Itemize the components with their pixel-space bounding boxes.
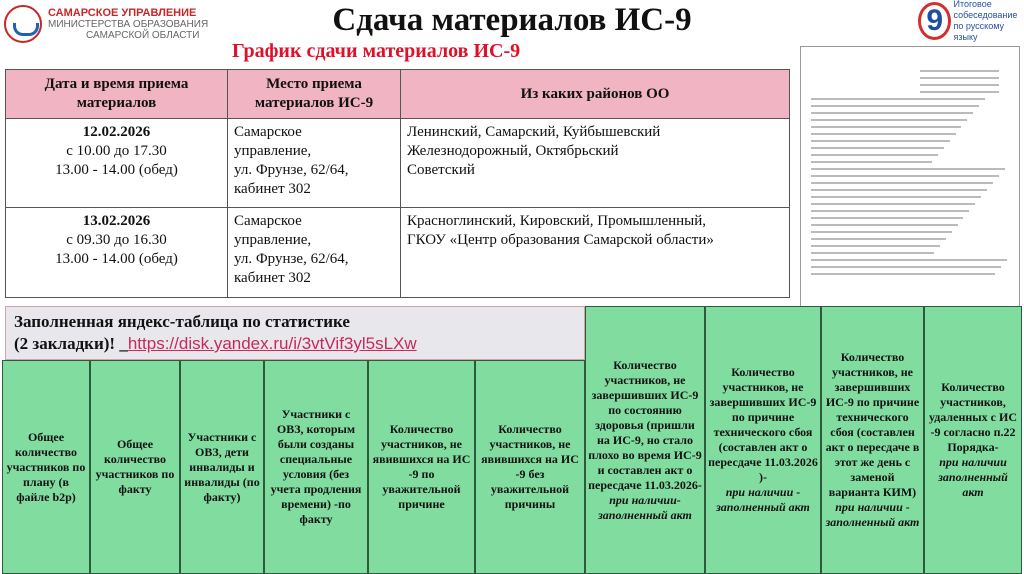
document-text-line bbox=[811, 231, 952, 233]
column-note: при наличии - заполненный акт bbox=[716, 485, 810, 514]
document-thumbnail bbox=[800, 46, 1020, 308]
stats-column-header bbox=[180, 360, 264, 574]
stats-column-header bbox=[821, 306, 924, 574]
column-label: Количество участников, не явившихся на ИС -9 по уважительной причине bbox=[372, 422, 471, 511]
document-text-line bbox=[811, 245, 940, 247]
column-label: Количество участников, не завершивших ИС-9 по состоянию здоровья (пришли на ИС-9, но стало плохо во время ИС-9 и составлен акт о пересдаче 11.03.2026- bbox=[588, 357, 702, 492]
is9-logo bbox=[918, 0, 1024, 42]
district-line: Советский bbox=[407, 162, 475, 178]
page-subtitle: График сдачи материалов ИС-9 bbox=[232, 40, 521, 62]
table-row bbox=[6, 119, 790, 208]
document-text-line bbox=[811, 161, 932, 163]
document-text-line bbox=[811, 175, 999, 177]
yandex-disk-link[interactable]: https://disk.yandex.ru/i/3vtVif3yl5sLXw bbox=[127, 334, 417, 353]
district-line: Ленинский, Самарский, Куйбышевский bbox=[407, 124, 661, 140]
place-line: Самарское bbox=[234, 213, 302, 229]
place-line: управление, bbox=[234, 143, 312, 159]
time: с 09.30 до 16.30 bbox=[66, 232, 167, 248]
document-text-line bbox=[811, 252, 934, 254]
logo-line1: САМАРСКОЕ УПРАВЛЕНИЕ bbox=[48, 7, 197, 19]
document-text-line bbox=[811, 154, 938, 156]
stats-column-header bbox=[705, 306, 821, 574]
document-text-line bbox=[811, 238, 946, 240]
document-text-line bbox=[811, 168, 1005, 170]
districts-cell bbox=[401, 119, 790, 208]
date: 13.02.2026 bbox=[82, 213, 151, 229]
nine-emblem-icon: 9 bbox=[918, 2, 951, 40]
stats-column-header bbox=[585, 306, 705, 574]
date: 12.02.2026 bbox=[82, 124, 151, 140]
document-text-line bbox=[811, 126, 961, 128]
column-label: Общее количество участников по факту bbox=[95, 437, 175, 496]
document-text-line bbox=[811, 210, 969, 212]
document-text-line bbox=[811, 98, 985, 100]
banner-line2: (2 закладки)! _ bbox=[14, 334, 128, 353]
place-line: управление, bbox=[234, 232, 312, 248]
column-label: Общее количество участников по плану (в файле b2p) bbox=[6, 429, 86, 504]
column-label: Участники с ОВЗ, дети инвалиды и инвалиды (по факту) bbox=[184, 429, 260, 504]
document-text-line bbox=[811, 140, 950, 142]
document-text-line bbox=[811, 266, 1001, 268]
document-text-line bbox=[811, 273, 995, 275]
district-line: Железнодорожный, Октябрьский bbox=[407, 143, 619, 159]
stats-column-header bbox=[368, 360, 475, 574]
stats-column-header bbox=[475, 360, 585, 574]
document-text-line bbox=[811, 119, 967, 121]
document-text-line bbox=[811, 182, 993, 184]
stats-column-header bbox=[924, 306, 1022, 574]
document-text-line bbox=[811, 259, 1007, 261]
document-text-line bbox=[920, 70, 999, 72]
column-label: Участники с ОВЗ, которым были созданы специальные условия (без учета продления времени) -по факту bbox=[270, 407, 362, 526]
banner-line1: Заполненная яндекс-таблица по статистике bbox=[14, 312, 350, 331]
time: с 10.00 до 17.30 bbox=[66, 143, 167, 159]
header-districts: Из каких районов ОО bbox=[401, 70, 790, 119]
place-line: ул. Фрунзе, 62/64, bbox=[234, 251, 349, 267]
document-text-line bbox=[811, 189, 987, 191]
document-text-line bbox=[920, 84, 999, 86]
logo2-line1: Итоговое bbox=[953, 0, 992, 9]
schedule-table bbox=[5, 69, 790, 298]
place-line: кабинет 302 bbox=[234, 181, 311, 197]
column-note: при наличии заполненный акт bbox=[938, 455, 1008, 499]
place-cell bbox=[228, 208, 401, 298]
document-text-line bbox=[811, 133, 956, 135]
break: 13.00 - 14.00 (обед) bbox=[55, 162, 178, 178]
place-line: ул. Фрунзе, 62/64, bbox=[234, 162, 349, 178]
district-line: ГКОУ «Центр образования Самарской области» bbox=[407, 232, 714, 248]
date-cell bbox=[6, 208, 228, 298]
logo2-line3: по русскому языку bbox=[953, 21, 1004, 42]
header-date: Дата и время приема материалов bbox=[6, 70, 228, 119]
stats-column-header bbox=[264, 360, 368, 574]
district-line: Красноглинский, Кировский, Промышленный, bbox=[407, 213, 707, 229]
date-cell bbox=[6, 119, 228, 208]
document-text-line bbox=[811, 203, 975, 205]
statistics-banner bbox=[5, 306, 585, 360]
stats-column-header bbox=[90, 360, 180, 574]
document-text-line bbox=[811, 196, 981, 198]
break: 13.00 - 14.00 (обед) bbox=[55, 251, 178, 267]
place-cell bbox=[228, 119, 401, 208]
column-note: при наличии - заполненный акт bbox=[825, 500, 920, 529]
document-text-line bbox=[920, 77, 999, 79]
logo-line3: САМАРСКОЙ ОБЛАСТИ bbox=[86, 30, 200, 41]
document-text-line bbox=[811, 217, 963, 219]
table-header-row bbox=[6, 70, 790, 119]
districts-cell bbox=[401, 208, 790, 298]
logo2-line2: собеседование bbox=[953, 10, 1018, 20]
header-place: Место приема материалов ИС-9 bbox=[228, 70, 401, 119]
document-text-line bbox=[811, 112, 973, 114]
place-line: кабинет 302 bbox=[234, 270, 311, 286]
logo-line2: МИНИСТЕРСТВА ОБРАЗОВАНИЯ bbox=[48, 19, 209, 30]
column-label: Количество участников, удаленных с ИС -9 согласно п.22 Порядка- bbox=[928, 380, 1017, 454]
document-text-line bbox=[811, 224, 958, 226]
column-label: Количество участников, не явившихся на ИС -9 без уважительной причины bbox=[481, 422, 579, 511]
document-text-line bbox=[811, 105, 979, 107]
page-title: Сдача материалов ИС-9 bbox=[332, 2, 692, 38]
document-text-line bbox=[920, 91, 999, 93]
column-note: при наличии- заполненный акт bbox=[598, 492, 692, 522]
document-text-line bbox=[811, 147, 944, 149]
column-label: Количество участников, не завершивших ИС-9 по причине технического сбоя (составлен акт о пересдаче в этот же день с заменой варианта КИМ) bbox=[825, 350, 920, 499]
place-line: Самарское bbox=[234, 124, 302, 140]
table-row bbox=[6, 208, 790, 298]
column-label: Количество участников, не завершивших ИС-9 по причине технического сбоя (составлен акт о пересдаче 11.03.2026 )- bbox=[708, 365, 818, 484]
stats-column-header bbox=[2, 360, 90, 574]
